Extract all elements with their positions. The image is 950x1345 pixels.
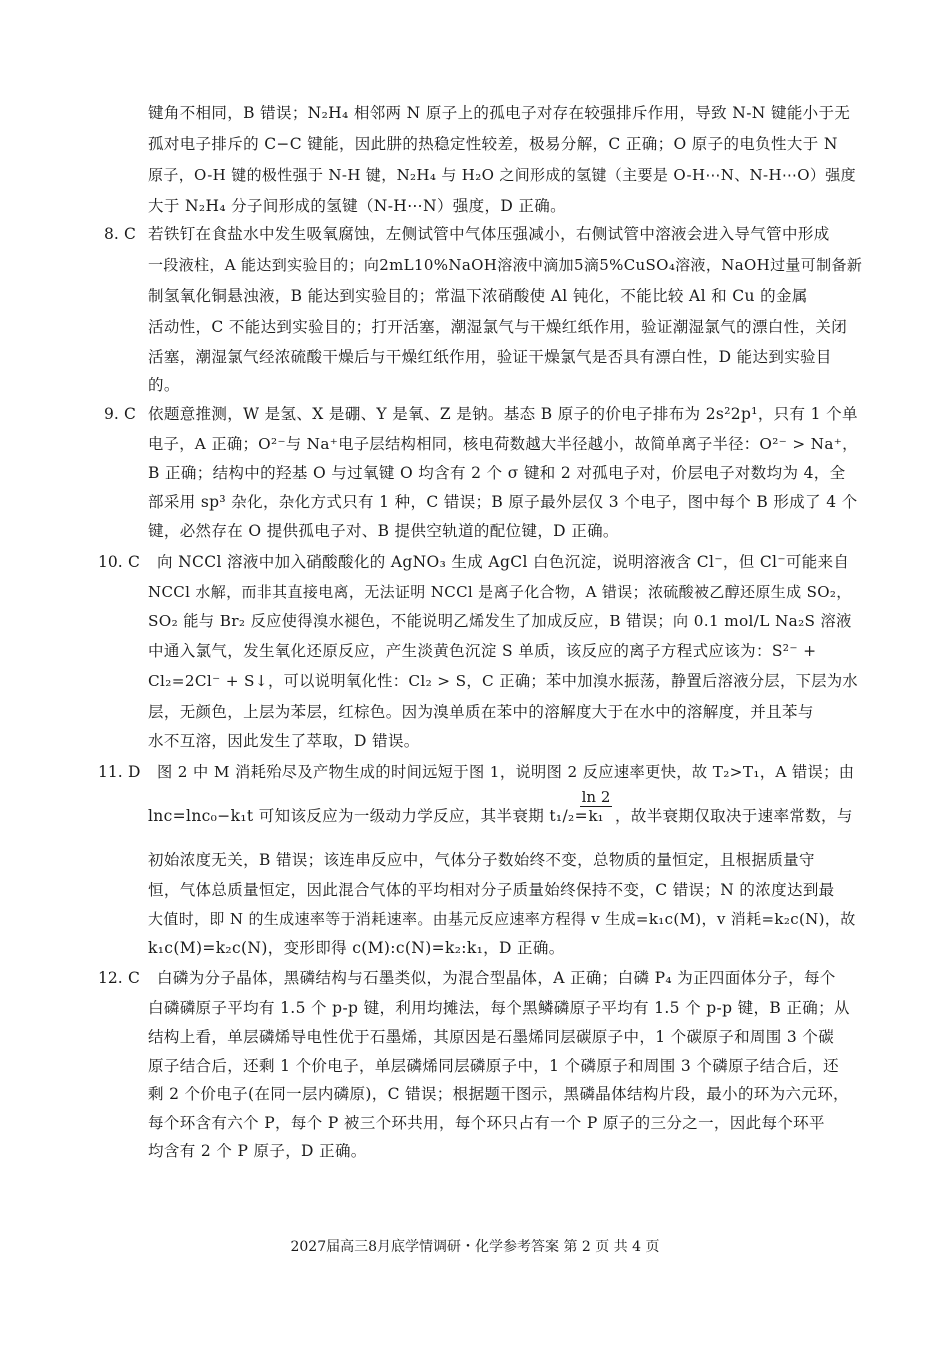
item-number: 11. (98, 763, 123, 781)
text-line: 均含有 2 个 P 原子，D 正确。 (148, 1142, 367, 1160)
formula-line-tail: ，故半衰期仅取决于速率常数，与 (615, 807, 853, 825)
text-line: 初始浓度无关，B 错误；该连串反应中，气体分子数始终不变，总物质的量恒定，且根据质量守 (148, 851, 815, 869)
text-line: 键角不相同，B 错误；N₂H₄ 相邻两 N 原子上的孤电子对存在较强排斥作用，导致 N-N 键能小于无 (148, 104, 851, 122)
item-number: 9. (104, 405, 119, 423)
fraction-numerator: ln 2 (581, 788, 611, 806)
fraction-denominator: k₁ (580, 806, 612, 825)
text-line: 恒，气体总质量恒定，因此混合气体的平均相对分子质量始终保持不变，C 错误；N 的浓度达到最 (148, 881, 835, 899)
text-line: k₁c(M)=k₂c(N)，变形即得 c(M):c(N)=k₂:k₁，D 正确。 (148, 939, 565, 957)
text-line: 原子结合后，还剩 1 个价电子，单层磷烯同层磷原子中，1 个磷原子和周围 3 个磷原子结合后，还 (148, 1057, 840, 1075)
text-line: B 正确；结构中的羟基 O 与过氧键 O 均含有 2 个 σ 键和 2 对孤电子对，价层电子对数均为 4，全 (148, 464, 846, 482)
text-line: 结构上看，单层磷烯导电性优于石墨烯，其原因是石墨烯同层碳原子中，1 个碳原子和周围 3 个碳 (148, 1028, 835, 1046)
item-number: 10. (98, 553, 123, 571)
item-number: 12. (98, 969, 123, 987)
text-line: 图 2 中 M 消耗殆尽及产物生成的时间远短于图 1，说明图 2 反应速率更快，故 T₂>T₁，A 错误；由 (157, 763, 855, 781)
text-line: 的。 (148, 376, 180, 394)
text-line: 孤对电子排斥的 C−C 键能，因此肼的热稳定性较差，极易分解，C 正确；O 原子的电负性大于 N (148, 135, 838, 153)
page-footer: 2027届高三8月底学情调研・化学参考答案 第 2 页 共 4 页 (290, 1239, 660, 1255)
text-line: 一段液柱，A 能达到实验目的；向2mL10%NaOH溶液中滴加5滴5%CuSO₄溶液，NaOH过量可制备新 (148, 256, 863, 274)
text-line: NCCl 水解，而非其直接电离，无法证明 NCCl 是离子化合物，A 错误；浓硫酸被乙醇还原生成 SO₂， (148, 583, 852, 601)
text-line: 活塞，潮湿氯气经浓硫酸干燥后与干燥红纸作用，验证干燥氯气是否具有漂白性，D 能达到实验目 (148, 348, 832, 366)
item-answer: C (124, 225, 136, 243)
formula-line: lnc=lnc₀−k₁t 可知该反应为一级动力学反应，其半衰期 t₁/₂= (148, 807, 588, 825)
half-life-fraction (580, 788, 612, 825)
item-number: 8. (104, 225, 119, 243)
text-line: 剩 2 个价电子(在同一层内磷原)，C 错误；根据题干图示，黑磷晶体结构片段，最小的环为六元环， (148, 1085, 849, 1103)
text-line: 白磷为分子晶体，黑磷结构与石墨类似，为混合型晶体，A 正确；白磷 P₄ 为正四面体分子，每个 (157, 969, 836, 987)
text-line: Cl₂=2Cl⁻ + S↓，可以说明氧化性：Cl₂ > S，C 正确；苯中加溴水振荡，静置后溶液分层，下层为水 (148, 672, 859, 690)
text-line: 水不互溶，因此发生了萃取，D 错误。 (148, 732, 420, 750)
text-line: SO₂ 能与 Br₂ 反应使得溴水褪色，不能说明乙烯发生了加成反应，B 错误；向 0.1 mol/L Na₂S 溶液 (148, 612, 852, 630)
text-line: 若铁钉在食盐水中发生吸氧腐蚀，左侧试管中气体压强减小，右侧试管中溶液会进入导气管中形成 (148, 225, 830, 243)
text-line: 中通入氯气，发生氧化还原反应，产生淡黄色沉淀 S 单质，该反应的离子方程式应该为：S²⁻ + (148, 642, 817, 660)
item-answer: C (128, 553, 140, 571)
text-line: 制氢氧化铜悬浊液，B 能达到实验目的；常温下浓硝酸使 Al 钝化，不能比较 Al 和 Cu 的金属 (148, 287, 808, 305)
text-line: 依题意推测，W 是氢、X 是硼、Y 是氧、Z 是钠。基态 B 原子的价电子排布为 2s²2p¹，只有 1 个单 (148, 405, 858, 423)
item-answer: D (128, 763, 141, 781)
text-line: 键，必然存在 O 提供孤电子对、B 提供空轨道的配位键，D 正确。 (148, 522, 619, 540)
text-line: 活动性，C 不能达到实验目的；打开活塞，潮湿氯气与干燥红纸作用，验证潮湿氯气的漂白性，关闭 (148, 318, 848, 336)
text-line: 电子，A 正确；O²⁻与 Na⁺电子层结构相同，核电荷数越大半径越小，故简单离子半径：O²⁻ > Na⁺， (148, 435, 858, 453)
text-line: 大值时，即 N 的生成速率等于消耗速率。由基元反应速率方程得 v 生成=k₁c(M)，v 消耗=k₂c(N)，故 (148, 910, 856, 928)
text-line: 每个环含有六个 P，每个 P 被三个环共用，每个环只占有一个 P 原子的三分之一，因此每个环平 (148, 1114, 825, 1132)
text-line: 大于 N₂H₄ 分子间形成的氢键（N-H⋯N）强度，D 正确。 (148, 197, 566, 215)
text-line: 部采用 sp³ 杂化，杂化方式只有 1 种，C 错误；B 原子最外层仅 3 个电子，图中每个 B 形成了 4 个 (148, 493, 858, 511)
text-line: 白磷磷原子平均有 1.5 个 p-p 键，利用均摊法，每个黑鳞磷原子平均有 1.5 个 p-p 键，B 正确；从 (148, 999, 850, 1017)
text-line: 向 NCCl 溶液中加入硝酸酸化的 AgNO₃ 生成 AgCl 白色沉淀，说明溶液含 Cl⁻，但 Cl⁻可能来自 (157, 553, 850, 571)
text-line: 层，无颜色，上层为苯层，红棕色。因为溴单质在苯中的溶解度大于在水中的溶解度，并且苯与 (148, 703, 814, 721)
item-answer: C (124, 405, 136, 423)
item-answer: C (128, 969, 140, 987)
text-line: 原子，O-H 键的极性强于 N-H 键，N₂H₄ 与 H₂O 之间形成的氢键（主要是 O-H⋯N、N-H⋯O）强度 (148, 166, 856, 184)
